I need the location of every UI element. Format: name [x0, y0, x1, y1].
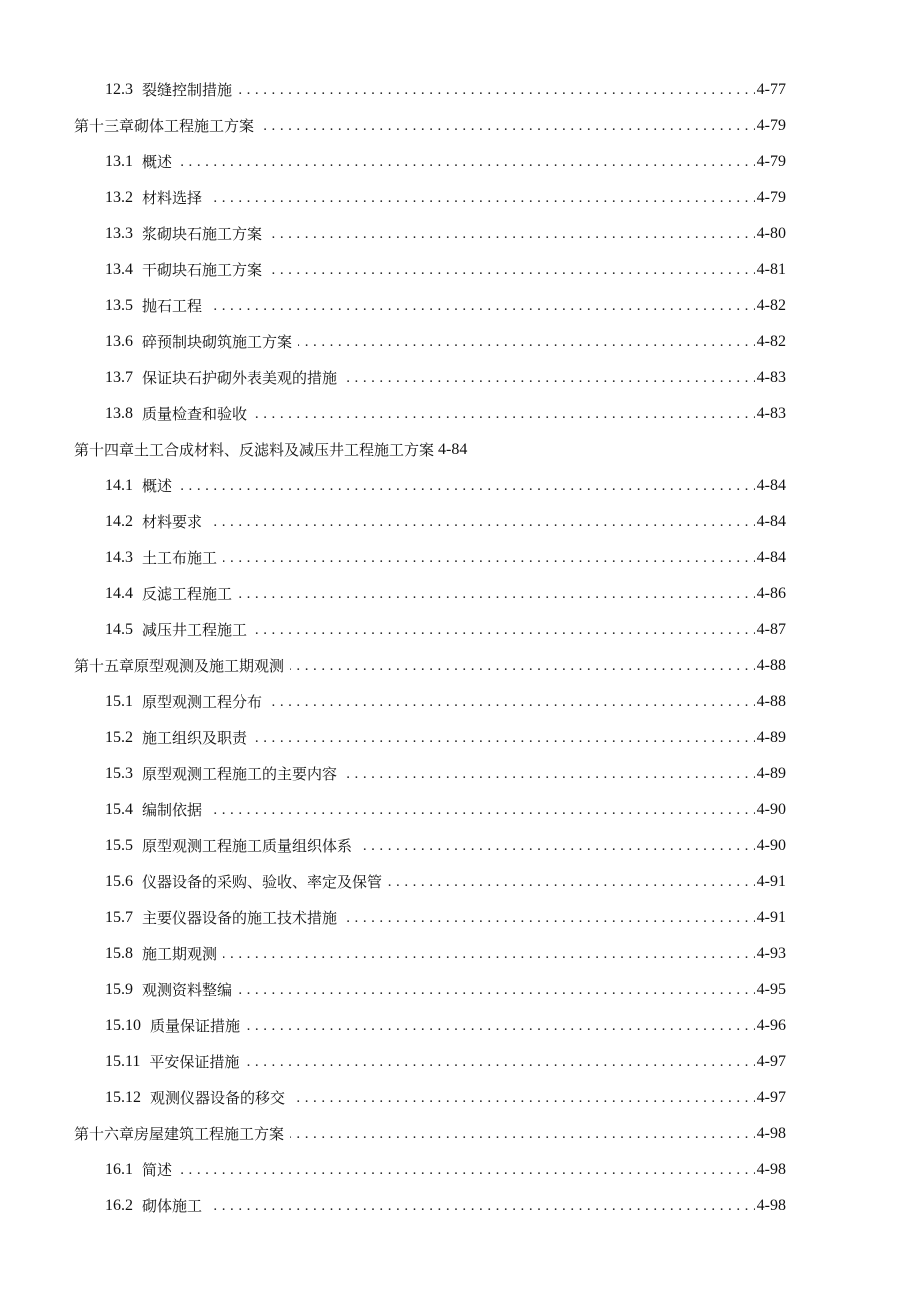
toc-entry-title: 抛石工程 [142, 297, 203, 315]
toc-section-entry[interactable] [0, 360, 920, 396]
toc-entry-number: 15.12 [105, 1089, 141, 1106]
toc-entry-title: 施工组织及职责 [142, 729, 248, 747]
toc-section-entry[interactable] [0, 792, 920, 828]
toc-entry-title: 材料选择 [142, 189, 203, 207]
toc-dot-leader [358, 828, 782, 864]
toc-entry-page-number: 4-98 [755, 1152, 786, 1188]
toc-section-entry[interactable] [0, 720, 920, 756]
toc-section-entry[interactable] [0, 540, 920, 576]
toc-entry-number: 15.7 [105, 909, 133, 926]
toc-entry-page-number: 4-84 [755, 504, 786, 540]
toc-entry-title: 碎预制块砌筑施工方案 [142, 333, 293, 351]
toc-entry-title: 第十三章砌体工程施工方案 [74, 117, 255, 135]
toc-entry-number: 15.3 [105, 765, 133, 782]
toc-entry-title: 材料要求 [142, 513, 203, 531]
toc-entry-page-number: 4-84 [755, 468, 786, 504]
toc-dot-leader [268, 216, 782, 252]
toc-section-entry[interactable] [0, 396, 920, 432]
toc-section-entry[interactable] [0, 1044, 920, 1080]
toc-section-entry[interactable] [0, 972, 920, 1008]
toc-section-entry[interactable] [0, 612, 920, 648]
toc-entry-title: 概述 [142, 153, 173, 171]
toc-entry-page-number: 4-89 [755, 756, 786, 792]
toc-entry-title: 观测资料整编 [142, 981, 233, 999]
toc-entry-page-number: 4-93 [755, 936, 786, 972]
toc-entry-title: 保证块石护砌外表美观的措施 [142, 369, 338, 387]
toc-section-entry[interactable] [0, 756, 920, 792]
toc-entry-title: 简述 [142, 1161, 173, 1179]
toc-entry-page-number: 4-95 [755, 972, 786, 1008]
toc-section-entry[interactable] [0, 180, 920, 216]
toc-entry-title: 观测仪器设备的移交 [150, 1089, 286, 1107]
toc-chapter-entry[interactable] [0, 432, 920, 468]
toc-dot-leader [208, 288, 782, 324]
toc-dot-leader [343, 756, 782, 792]
toc-entry-page-number: 4-81 [755, 252, 786, 288]
toc-entry-number: 13.4 [105, 261, 133, 278]
toc-dot-leader [238, 972, 782, 1008]
toc-entry-number: 14.1 [105, 477, 133, 494]
toc-entry-page-number: 4-87 [755, 612, 786, 648]
toc-dot-leader [246, 1008, 782, 1044]
toc-dot-leader [291, 1080, 782, 1116]
toc-section-entry[interactable] [0, 684, 920, 720]
toc-entry-title: 减压井工程施工 [142, 621, 248, 639]
toc-dot-leader [208, 792, 782, 828]
toc-entry-title: 概述 [142, 477, 173, 495]
toc-entry-page-number: 4-88 [755, 648, 786, 684]
toc-entry-number: 13.3 [105, 225, 133, 242]
toc-dot-leader [238, 576, 782, 612]
toc-entry-page-number: 4-77 [755, 72, 786, 108]
toc-section-entry[interactable] [0, 468, 920, 504]
toc-section-entry[interactable] [0, 1188, 920, 1224]
toc-section-entry[interactable] [0, 216, 920, 252]
toc-entry-number: 15.8 [105, 945, 133, 962]
toc-dot-leader [253, 396, 782, 432]
toc-entry-number: 16.2 [105, 1197, 133, 1214]
toc-dot-leader [208, 1188, 782, 1224]
toc-dot-leader [290, 648, 782, 684]
toc-entry-number: 15.1 [105, 693, 133, 710]
toc-entry-number: 14.5 [105, 621, 133, 638]
toc-entry-title: 原型观测工程施工的主要内容 [142, 765, 338, 783]
toc-entry-number: 15.9 [105, 981, 133, 998]
toc-entry-title: 第十五章原型观测及施工期观测 [74, 657, 285, 675]
toc-section-entry[interactable] [0, 504, 920, 540]
toc-entry-page-number: 4-90 [755, 828, 786, 864]
toc-dot-leader [268, 252, 782, 288]
toc-entry-title: 第十六章房屋建筑工程施工方案 [74, 1125, 285, 1143]
toc-dot-leader [178, 144, 782, 180]
toc-entry-title: 土工布施工 [142, 549, 218, 567]
toc-dot-leader [343, 900, 782, 936]
toc-dot-leader [178, 1152, 782, 1188]
toc-entry-number: 15.6 [105, 873, 133, 890]
toc-entry-page-number: 4-79 [755, 108, 786, 144]
toc-entry-page-number: 4-83 [755, 396, 786, 432]
toc-entry-title: 裂缝控制措施 [142, 81, 233, 99]
toc-entry-page-number: 4-90 [755, 792, 786, 828]
toc-dot-leader [343, 360, 782, 396]
toc-entry-number: 14.2 [105, 513, 133, 530]
toc-entry-number: 13.1 [105, 153, 133, 170]
toc-section-entry[interactable] [0, 252, 920, 288]
toc-section-entry[interactable] [0, 72, 920, 108]
toc-entry-number: 16.1 [105, 1161, 133, 1178]
toc-entry-title: 反滤工程施工 [142, 585, 233, 603]
toc-entry-number: 13.2 [105, 189, 133, 206]
toc-entry-title: 主要仪器设备的施工技术措施 [142, 909, 338, 927]
toc-entry-title: 第十四章土工合成材料、反滤料及减压井工程施工方案 [74, 441, 435, 459]
toc-dot-leader [253, 612, 782, 648]
toc-entry-page-number: 4-79 [755, 180, 786, 216]
toc-entry-title: 原型观测工程分布 [142, 693, 263, 711]
toc-entry-title: 仪器设备的采购、验收、率定及保管 [142, 873, 383, 891]
toc-dot-leader [178, 468, 782, 504]
toc-section-entry[interactable] [0, 828, 920, 864]
toc-entry-number: 15.11 [105, 1053, 141, 1070]
toc-entry-number: 15.10 [105, 1017, 141, 1034]
toc-entry-title: 浆砌块石施工方案 [142, 225, 263, 243]
table-of-contents [0, 72, 920, 1224]
toc-entry-title: 质量保证措施 [150, 1017, 241, 1035]
toc-chapter-entry[interactable] [0, 108, 920, 144]
toc-section-entry[interactable] [0, 576, 920, 612]
toc-section-entry[interactable] [0, 1008, 920, 1044]
toc-dot-leader [260, 108, 782, 144]
toc-dot-leader [223, 936, 782, 972]
toc-dot-leader [223, 540, 782, 576]
toc-entry-number: 13.7 [105, 369, 133, 386]
toc-dot-leader [253, 720, 782, 756]
toc-section-entry[interactable] [0, 1080, 920, 1116]
toc-entry-page-number: 4-82 [755, 288, 786, 324]
toc-section-entry[interactable] [0, 936, 920, 972]
toc-entry-page-number: 4-83 [755, 360, 786, 396]
toc-entry-number: 15.4 [105, 801, 133, 818]
toc-chapter-entry[interactable] [0, 648, 920, 684]
toc-entry-title: 原型观测工程施工质量组织体系 [142, 837, 353, 855]
toc-section-entry[interactable] [0, 864, 920, 900]
toc-entry-number: 15.2 [105, 729, 133, 746]
toc-entry-number: 13.8 [105, 405, 133, 422]
toc-entry-page-number: 4-97 [755, 1044, 786, 1080]
toc-section-entry[interactable] [0, 324, 920, 360]
toc-entry-number: 13.6 [105, 333, 133, 350]
toc-section-entry[interactable] [0, 1152, 920, 1188]
toc-entry-page-number: 4-97 [755, 1080, 786, 1116]
toc-dot-leader [298, 324, 782, 360]
toc-entry-page-number: 4-82 [755, 324, 786, 360]
toc-entry-title: 施工期观测 [142, 945, 218, 963]
toc-entry-title: 编制依据 [142, 801, 203, 819]
toc-dot-leader [238, 72, 782, 108]
toc-dot-leader [208, 180, 782, 216]
toc-entry-title: 平安保证措施 [149, 1053, 240, 1071]
toc-entry-page-number: 4-96 [755, 1008, 786, 1044]
toc-entry-page-number: 4-86 [755, 576, 786, 612]
toc-entry-title: 质量检查和验收 [142, 405, 248, 423]
toc-entry-title: 干砌块石施工方案 [142, 261, 263, 279]
toc-entry-page-number: 4-98 [755, 1116, 786, 1152]
toc-entry-page-number: 4-80 [755, 216, 786, 252]
toc-entry-page-number: 4-84 [755, 540, 786, 576]
toc-entry-title: 砌体施工 [142, 1197, 203, 1215]
toc-entry-number: 14.4 [105, 585, 133, 602]
toc-entry-page-number: 4-84 [436, 432, 467, 468]
toc-chapter-entry[interactable] [0, 1116, 920, 1152]
toc-dot-leader [208, 504, 782, 540]
toc-entry-page-number: 4-79 [755, 144, 786, 180]
toc-entry-page-number: 4-89 [755, 720, 786, 756]
toc-dot-leader [388, 864, 782, 900]
toc-entry-number: 15.5 [105, 837, 133, 854]
toc-entry-number: 13.5 [105, 297, 133, 314]
toc-dot-leader [268, 684, 782, 720]
toc-entry-page-number: 4-88 [755, 684, 786, 720]
toc-dot-leader [290, 1116, 782, 1152]
toc-entry-page-number: 4-91 [755, 900, 786, 936]
toc-entry-number: 12.3 [105, 81, 133, 98]
toc-section-entry[interactable] [0, 144, 920, 180]
toc-dot-leader [245, 1044, 782, 1080]
toc-section-entry[interactable] [0, 900, 920, 936]
toc-entry-page-number: 4-91 [755, 864, 786, 900]
toc-entry-number: 14.3 [105, 549, 133, 566]
toc-section-entry[interactable] [0, 288, 920, 324]
toc-entry-page-number: 4-98 [755, 1188, 786, 1224]
